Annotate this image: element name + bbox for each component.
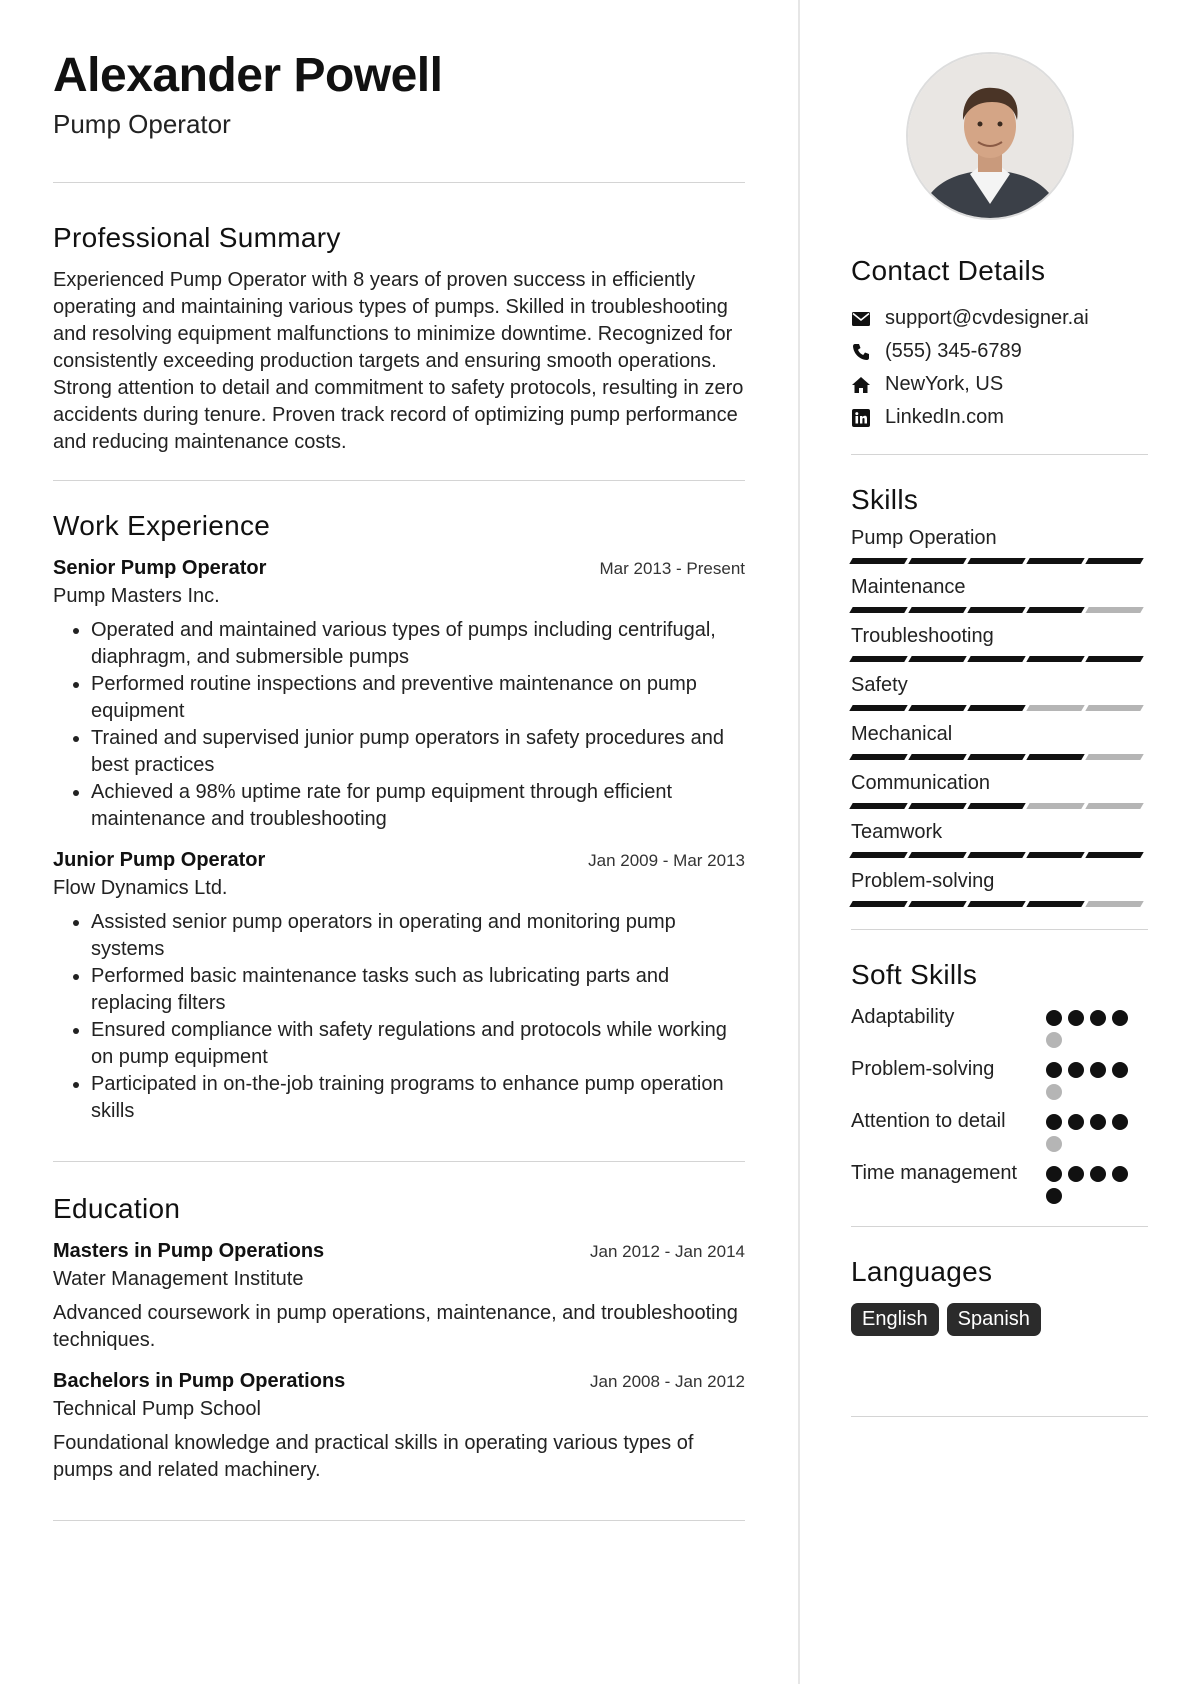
rating-dot-filled (1046, 1114, 1062, 1130)
skill-item (851, 721, 1148, 760)
degree-title: Masters in Pump Operations (53, 1240, 325, 1262)
skill-segment-filled (1026, 656, 1084, 662)
skills-list (851, 525, 1148, 907)
summary-heading: Professional Summary (53, 222, 341, 253)
contact-email[interactable] (851, 302, 1148, 335)
email-text: support@cvdesigner.ai (885, 307, 1089, 329)
contact-heading: Contact Details (851, 255, 1046, 286)
skill-segment-filled (967, 901, 1025, 907)
soft-skills-list (851, 1004, 1148, 1204)
job-bullet: • Ensured compliance with safety regulations and protocols while working on pump equipment (91, 1017, 745, 1071)
avatar (908, 54, 1072, 218)
languages-list (851, 1303, 1148, 1336)
soft-skill-item (851, 1056, 1148, 1100)
education-date: Jan 2008 - Jan 2012 (589, 1372, 745, 1391)
skill-segment-filled (908, 852, 966, 858)
linkedin-icon (851, 408, 871, 428)
job-bullet: • Achieved a 98% uptime rate for pump equipment through efficient maintenance and troubleshooting (91, 779, 745, 833)
skills-heading: Skills (851, 484, 919, 515)
skill-segment-filled (908, 705, 966, 711)
skill-segment-filled (849, 705, 907, 711)
job-title: Junior Pump Operator (53, 849, 266, 871)
soft-skill-rating (1046, 1004, 1136, 1048)
skill-segment-filled (849, 803, 907, 809)
soft-skill-item (851, 1108, 1148, 1152)
rating-dot-filled (1090, 1062, 1106, 1078)
skill-item (851, 623, 1148, 662)
candidate-title: Pump Operator (53, 109, 231, 139)
home-icon (851, 375, 871, 395)
skill-segment-empty (1026, 803, 1084, 809)
skill-segment-filled (908, 607, 966, 613)
rating-dot-filled (1068, 1010, 1084, 1026)
education-date: Jan 2012 - Jan 2014 (589, 1242, 745, 1261)
skill-level-bar (851, 705, 1148, 711)
job-company: Flow Dynamics Ltd. (53, 877, 228, 899)
work-heading: Work Experience (53, 510, 271, 541)
education-heading: Education (53, 1193, 181, 1224)
rating-dot-filled (1046, 1062, 1062, 1078)
work-divider (53, 1161, 745, 1162)
soft-skill-rating (1046, 1160, 1136, 1204)
candidate-name: Alexander Powell (53, 49, 443, 102)
skill-segment-filled (1026, 852, 1084, 858)
skill-segment-filled (908, 803, 966, 809)
job-bullets (53, 909, 745, 1125)
rating-dot-filled (1112, 1166, 1128, 1182)
soft-skills-divider (851, 1226, 1148, 1227)
soft-skill-item (851, 1004, 1148, 1048)
job-company: Pump Masters Inc. (53, 585, 220, 607)
rating-dot-filled (1046, 1188, 1062, 1204)
envelope-icon (851, 309, 871, 329)
skill-segment-empty (1085, 754, 1143, 760)
job-date: Jan 2009 - Mar 2013 (588, 851, 745, 870)
rating-dot-empty (1046, 1032, 1062, 1048)
languages-heading: Languages (851, 1256, 993, 1287)
rating-dot-empty (1046, 1136, 1062, 1152)
contact-divider (851, 454, 1148, 455)
skill-level-bar (851, 656, 1148, 662)
soft-skill-label: Adaptability (851, 1006, 955, 1028)
skills-divider (851, 929, 1148, 930)
skill-label: Safety (851, 674, 908, 696)
rating-dot-filled (1090, 1114, 1106, 1130)
skill-label: Pump Operation (851, 527, 997, 549)
skill-level-bar (851, 558, 1148, 564)
skill-segment-filled (849, 607, 907, 613)
skill-label: Maintenance (851, 576, 966, 598)
summary-text: Experienced Pump Operator with 8 years of proven success in efficiently operating and maintaining various types of pumps. Skilled in troubleshooting and resolving equipment malfunctions to minimize downtime. Recognized for consistently exceeding production targets and ensuring smooth operations. Strong attention to detail and commitment to safety protocols, resulting in zero accidents during tenure. Proven track record of optimizing pump performance and reducing maintenance costs. (53, 269, 744, 453)
language-badge: English (851, 1303, 939, 1336)
skill-segment-empty (1085, 901, 1143, 907)
header-divider (53, 182, 745, 183)
school-name: Water Management Institute (53, 1268, 304, 1290)
job-bullets (53, 617, 745, 833)
rating-dot-filled (1112, 1010, 1128, 1026)
skill-label: Mechanical (851, 723, 953, 745)
job-title: Senior Pump Operator (53, 557, 267, 579)
soft-skill-rating (1046, 1108, 1136, 1152)
job-date: Mar 2013 - Present (599, 559, 745, 578)
skill-segment-filled (1026, 558, 1084, 564)
job-bullet: • Assisted senior pump operators in operating and monitoring pump systems (91, 909, 745, 963)
contact-location (851, 368, 1148, 401)
degree-title: Bachelors in Pump Operations (53, 1370, 346, 1392)
soft-skill-label: Attention to detail (851, 1110, 1006, 1132)
rating-dot-filled (1090, 1166, 1106, 1182)
skill-item (851, 819, 1148, 858)
skill-segment-filled (967, 754, 1025, 760)
rating-dot-filled (1068, 1062, 1084, 1078)
language-badge: Spanish (947, 1303, 1041, 1336)
linkedin-text: LinkedIn.com (885, 406, 1004, 428)
skill-item (851, 672, 1148, 711)
education-desc: Foundational knowledge and practical skills in operating various types of pumps and related machinery. (53, 1432, 694, 1481)
soft-skill-rating (1046, 1056, 1136, 1100)
skill-segment-empty (1085, 705, 1143, 711)
skill-item (851, 574, 1148, 613)
rating-dot-filled (1090, 1010, 1106, 1026)
contact-phone[interactable] (851, 335, 1148, 368)
rating-dot-filled (1046, 1166, 1062, 1182)
soft-skill-label: Time management (851, 1162, 1017, 1184)
skill-level-bar (851, 754, 1148, 760)
skill-segment-filled (849, 656, 907, 662)
skill-level-bar (851, 901, 1148, 907)
skill-segment-filled (1026, 754, 1084, 760)
soft-skills-heading: Soft Skills (851, 959, 978, 990)
skill-segment-filled (967, 803, 1025, 809)
education-divider (53, 1520, 745, 1521)
skill-level-bar (851, 803, 1148, 809)
soft-skill-label: Problem-solving (851, 1058, 995, 1080)
skill-segment-filled (908, 754, 966, 760)
skill-segment-empty (1085, 607, 1143, 613)
soft-skill-item (851, 1160, 1148, 1204)
phone-icon (851, 342, 871, 362)
job-bullet: • Performed routine inspections and preventive maintenance on pump equipment (91, 671, 745, 725)
rating-dot-filled (1112, 1114, 1128, 1130)
skill-segment-filled (908, 558, 966, 564)
skill-label: Teamwork (851, 821, 943, 843)
skill-segment-filled (908, 901, 966, 907)
skill-segment-filled (908, 656, 966, 662)
skill-segment-filled (849, 558, 907, 564)
languages-divider (851, 1416, 1148, 1417)
skill-segment-filled (967, 656, 1025, 662)
skill-level-bar (851, 607, 1148, 613)
contact-list (851, 302, 1148, 434)
skill-segment-filled (967, 607, 1025, 613)
sidebar-column (851, 52, 1148, 1417)
skill-label: Problem-solving (851, 870, 995, 892)
skill-segment-filled (967, 852, 1025, 858)
location-text: NewYork, US (885, 373, 1004, 395)
profile-photo (906, 52, 1074, 220)
skill-segment-filled (1085, 852, 1143, 858)
skill-segment-empty (1085, 803, 1143, 809)
rating-dot-filled (1112, 1062, 1128, 1078)
column-divider (798, 0, 800, 1684)
job-entry (53, 847, 745, 1125)
skill-label: Troubleshooting (851, 625, 994, 647)
summary-divider (53, 480, 745, 481)
job-entry (53, 555, 745, 833)
skill-segment-filled (1026, 607, 1084, 613)
skill-segment-filled (849, 901, 907, 907)
job-bullet: • Performed basic maintenance tasks such as lubricating parts and replacing filters (91, 963, 745, 1017)
skill-item (851, 868, 1148, 907)
contact-linkedin[interactable] (851, 401, 1148, 434)
skill-segment-filled (1026, 901, 1084, 907)
skill-segment-filled (849, 852, 907, 858)
job-bullet: • Trained and supervised junior pump operators in safety procedures and best practices (91, 725, 745, 779)
education-entry (53, 1238, 745, 1354)
rating-dot-empty (1046, 1084, 1062, 1100)
job-bullet: • Participated in on-the-job training programs to enhance pump operation skills (91, 1071, 745, 1125)
skill-segment-filled (1085, 656, 1143, 662)
skill-level-bar (851, 852, 1148, 858)
school-name: Technical Pump School (53, 1398, 261, 1420)
rating-dot-filled (1068, 1166, 1084, 1182)
education-desc: Advanced coursework in pump operations, maintenance, and troubleshooting techniques. (53, 1302, 738, 1351)
education-entry (53, 1368, 745, 1484)
rating-dot-filled (1068, 1114, 1084, 1130)
skill-segment-filled (967, 558, 1025, 564)
skill-segment-filled (967, 705, 1025, 711)
skill-segment-filled (849, 754, 907, 760)
rating-dot-filled (1046, 1010, 1062, 1026)
skill-segment-empty (1026, 705, 1084, 711)
main-column (53, 48, 745, 1521)
skill-item (851, 525, 1148, 564)
phone-text: (555) 345-6789 (885, 340, 1022, 362)
skill-segment-filled (1085, 558, 1143, 564)
skill-label: Communication (851, 772, 990, 794)
job-bullet: • Operated and maintained various types of pumps including centrifugal, diaphragm, and submersible pumps (91, 617, 745, 671)
skill-item (851, 770, 1148, 809)
